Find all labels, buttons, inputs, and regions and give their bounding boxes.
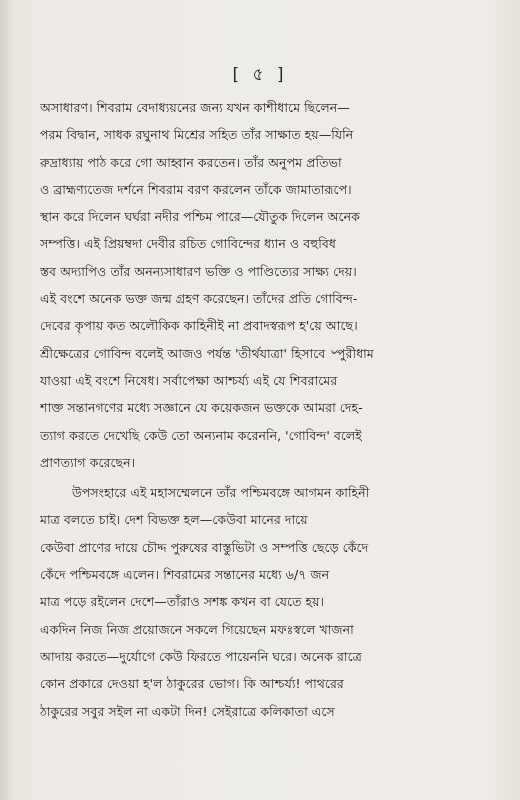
page-number: [ ৫ ] [232,65,288,85]
text-line: অসাধারণ। শিবরাম বেদাধ্যয়নের জন্য যখন কাশীধামে ছিলেন— [40,100,350,115]
text-line: যাওয়া এই বংশে নিষেধ। সর্বাপেক্ষা আশ্চর্য্য এই যে শিবরামের [40,372,338,388]
paragraph-start-line: উপসংহারে এই মহাসম্মেলনে তাঁর পশ্চিমবঙ্গে আগমন কাহিনী [72,485,370,501]
text-line: একদিন নিজ নিজ প্রয়োজনে সকলে গিয়েছেন মফঃস্বলে খাজনা [40,621,354,637]
text-line: ত্যাগ করতে দেখেছি কেউ তো অন্যনাম করেননি, 'গোবিন্দ' বলেই [40,427,362,443]
text-line: সম্পত্তি। এই প্রিয়ম্বদা দেবীর রচিত গোবিন্দের ধ্যান ও বহুবিধ [40,236,336,252]
text-line: কেঁদে পশ্চিমবঙ্গে এলেন। শিবরামের সন্তানের মধ্যে ৬/৭ জন [40,567,330,583]
text-line: প্রাণত্যাগ করেছেন। [40,454,136,470]
text-line: মাত্র বলতে চাই। দেশ বিভক্ত হল—কেউবা মানের দায়ে [40,512,308,528]
text-line: কেউবা প্রাণের দায়ে চৌদ্দ পুরুষের বাস্তুভিটা ও সম্পত্তি ছেড়ে কেঁদে [40,539,369,555]
text-line: পরম বিদ্বান, সাধক রঘুনাথ মিশ্রের সহিত তাঁর সাক্ষাত হয়—যিনি [40,127,354,143]
text-line: শাক্ত সন্তানগণের মধ্যে সজ্ঞানে যে কয়েকজন ভক্তকে আমরা দেহ- [40,400,363,416]
text-line: এই বংশে অনেক ভক্ত জন্ম গ্রহণ করেছেন। তাঁদের প্রতি গোবিন্দ- [40,291,358,307]
text-line: ঠাকুরের সবুর সইল না একটা দিন! সেইরাত্রে কলিকাতা এসে [40,703,335,719]
body-text [40,94,480,725]
text-line: স্থান করে দিলেন ঘর্ঘরা নদীর পশ্চিম পারে—যৌতুক দিলেন অনেক [40,209,360,225]
text-line: মাত্র পড়ে রইলেন দেশে—তাঁরাও সশঙ্ক কখন বা যেতে হয়। [40,594,325,610]
text-line: কোন প্রকারে দেওয়া হ'ল ঠাকুরের ভোগ। কি আশ্চর্য্য! পাথরের [40,676,344,692]
text-line: রুদ্রাধ্যায় পাঠ করে গো আহ্বান করতেন। তাঁর অনুপম প্রতিভা [40,154,342,170]
text-line: ও ব্রাহ্মণ্যতেজ দর্শনে শিবরাম বরণ করলেন তাঁকে জামাতারূপে। [40,181,352,197]
text-line: স্তব অদ্যাপিও তাঁর অনন্যসাধারণ ভক্তি ও পাণ্ডিত্যের সাক্ষ্য দেয়। [40,263,357,279]
text-line: আদায় করতে—দুর্যোগে কেউ ফিরতে পায়েননি ঘরে। অনেক রাত্রে [40,648,362,664]
text-line: শ্রীক্ষেত্রের গোবিন্দ বলেই আজও পর্যন্ত 'তীর্থযাত্রা' হিসাবে ৺পুরীধাম [40,345,374,361]
text-line: দেবের কৃপায় কত অলৌকিক কাহিনীই না প্রবাদস্বরূপ হ'য়ে আছে। [40,318,358,334]
